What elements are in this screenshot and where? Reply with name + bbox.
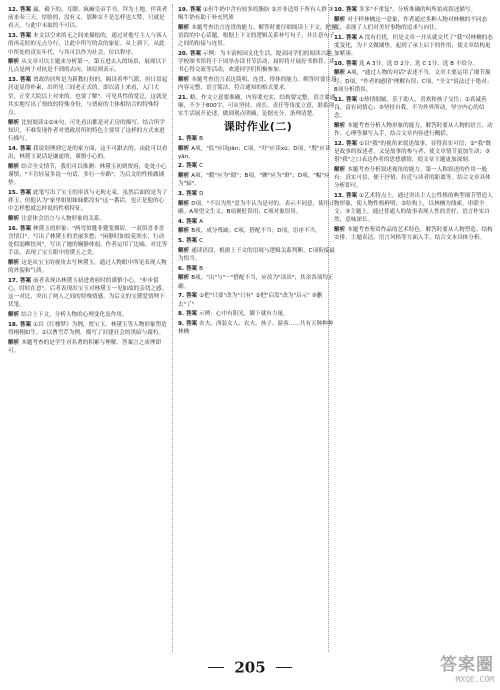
- watermark-logo: [440, 650, 494, 684]
- answer-text: 林黛玉的形象："两弯似蹙非蹙笼烟眉，一双似喜非喜含情目"，写出了林黛玉的美丽多愁；"闲静时如姣花照水，行动处似弱柳扶风"，写出了她的娴静体弱。作者运用了比喻、对比等手法，表现了宝玉眼中的黛玉之美。: [8, 225, 168, 257]
- answer-label: 11. 答案: [334, 34, 358, 41]
- column-divider: [172, 4, 173, 652]
- answer-text: 本题考查语言表达简明、连贯、得体的能力。解答时要注意内容完整，语言简洁，符合通知的格式要求。: [178, 77, 337, 92]
- answer-label: 解析: [334, 16, 346, 23]
- footer-rule: [276, 667, 292, 668]
- answer-text: ①艺术特点上，通过突出主人公性格的典型细节塑造人物形象，使人物性格鲜明；②结构上，以林檎为线索，串联全文；③主题上，通过普通人的故事表现人性的美好，语言朴实自然，意味深长。: [334, 192, 493, 224]
- answer-text: 结合全文情节，我们可以推测：林黛玉初到贾府，处处小心谨慎，"不肯轻易多说一句话，多行一步路"，为后文的性格做铺垫。: [8, 163, 167, 187]
- answer-label: 解析: [8, 259, 20, 266]
- answer-item: [8, 189, 168, 214]
- answer-label: 解析: [178, 247, 190, 254]
- answer-item: [8, 119, 168, 144]
- answer-item: [8, 321, 168, 337]
- answer-item: [8, 215, 168, 223]
- answer-label: 10. 答案: [334, 60, 358, 67]
- answer-text: 多多"不重复"，分析准确的叫所拍成叙述描写。: [359, 7, 477, 13]
- answer-label: 解析: [334, 70, 346, 77]
- answer-label: 18. 答案: [8, 321, 32, 328]
- answer-text: D: [199, 191, 204, 198]
- answers-block-bottom: [178, 135, 338, 336]
- answer-text: ①以《红楼梦》为例，贾宝玉、林黛玉等人物形象塑造得栩栩如生。②以曹雪芹为例，描写了封建社会的黑暗与腐朽。: [8, 321, 167, 337]
- answer-label: 2. 答案: [178, 163, 198, 170]
- answer-item: [178, 50, 338, 75]
- answer-item: [178, 162, 338, 170]
- answer-item: [178, 218, 338, 226]
- answer-label: 12. 答案: [334, 140, 358, 147]
- answer-text: 略。作文立意要准确，内容要充实，结构要完整，语言要通顺，不少于800字。可从坚持、成长、责任等角度立意，联系现实生活展开论述，做到观点明确，论据充分，条理清楚。: [178, 95, 336, 118]
- answer-text: B项，"出"与"一"搭配不当，应改为"读出"；其余各项均正确。: [178, 275, 334, 290]
- answer-item: [8, 277, 168, 310]
- answer-item: [8, 6, 168, 31]
- answer-item: [334, 96, 494, 121]
- answer-label: 8. 答案: [178, 311, 198, 318]
- answer-text: 示例：心中有阳光，脚下就有力量。: [199, 311, 289, 318]
- answer-text: B项，成分残缺；C项，搭配不当；D项，语序不当。: [191, 228, 321, 235]
- answer-label: 10. 答案: [334, 7, 358, 13]
- column-right: [334, 6, 494, 244]
- answer-label: 解析: [8, 119, 20, 126]
- answer-item: [178, 24, 338, 49]
- answer-label: 13. 答案: [334, 192, 358, 199]
- answer-item: [8, 259, 168, 275]
- answer-item: [334, 192, 494, 225]
- answer-item: [334, 140, 494, 165]
- answer-text: ①但牛奶中含有较多的脂肪 ②并非适用于所有人群 ③喝牛奶有助于补充钙质: [178, 7, 334, 22]
- answer-label: 解析: [178, 77, 190, 84]
- answer-text: 选 A 3分，选 D 2分，选 C 1分，选 B 不给分。: [359, 60, 479, 67]
- answer-label: 解析: [178, 228, 190, 235]
- answer-text: C: [199, 163, 204, 170]
- column-middle: [178, 6, 338, 338]
- answer-label: 1. 答案: [178, 135, 198, 142]
- answer-item: [8, 58, 168, 74]
- answer-item: [8, 145, 168, 161]
- answer-text: 通读语段，根据上下文的语境与逻辑关系判断，C项衔接最为恰当。: [178, 247, 335, 262]
- answer-item: [178, 145, 338, 161]
- answer-label: 解析: [8, 163, 20, 170]
- answer-item: [8, 163, 168, 188]
- answer-label: 19. 答案: [178, 7, 202, 13]
- answer-label: 14. 答案: [8, 145, 32, 152]
- answer-item: [334, 226, 494, 242]
- answer-text: 前者表现出林黛玉初进贾府时的谨慎小心，"步步留心，时时在意"，后者表现出宝玉对林黛玉一见如故的亲切之感。这一对比，突出了两人之间的特殊情感，为后文的宝黛爱情埋下伏笔。: [8, 277, 168, 309]
- answer-label: 解析: [8, 312, 20, 319]
- answer-text: 本题考查分析叙述视角的能力。第一人称叙述的作用一般有：真实可信、便于抒情、拉近与读者的距离等。结合文章具体分析即可。: [334, 166, 491, 190]
- section-title: 课时作业(二): [223, 119, 293, 133]
- answer-label: 13. 答案: [8, 33, 32, 40]
- watermark-url: MXQE.COM: [455, 675, 494, 684]
- answer-text: 结合上下文，分析人物的心理变化及作用。: [21, 312, 128, 319]
- answer-item: [178, 6, 338, 22]
- answer-text: ①热情细腻，乐于助人，喜欢和孩子交往；②真诚善良，富有同情心；③坚持自我，不为外界所动，坚守内心的信念。: [334, 96, 487, 119]
- answer-label: 3. 答案: [178, 191, 198, 198]
- answer-text: A 没有打扰，但是文章一开头就交代了"我"对林檎的态度变化，为下文做铺垫，起到了承上启下的作用，使文章结构更加紧凑。: [334, 34, 493, 58]
- footer-rule: [208, 667, 224, 668]
- answer-item: [178, 274, 338, 290]
- answers-block-top: [178, 6, 338, 119]
- answer-label: 解析: [8, 215, 20, 222]
- answer-text: A项，"暇"应为"瑕"；B项，"蹿"应为"窜"；D项，"幅"应为"辐"。: [178, 173, 330, 188]
- answer-label: 解析: [178, 173, 190, 180]
- answer-item: [178, 172, 338, 188]
- page-footer: [0, 657, 500, 677]
- answer-item: [8, 311, 168, 319]
- answer-label: 11. 答案: [334, 96, 358, 103]
- answer-item: [334, 34, 494, 59]
- answer-item: [8, 225, 168, 258]
- answer-text: B: [199, 265, 203, 272]
- answer-label: 解析: [178, 275, 190, 282]
- answer-label: 9. 答案: [178, 320, 198, 327]
- answer-text: 从文章可以主题来分析第一。第五进去入的场景，展现以下几点是两于对抗是不到的去向，该原则表示。: [8, 59, 167, 74]
- answer-label: 20. 答案: [178, 51, 202, 58]
- answer-item: [178, 190, 338, 198]
- answer-text: 农夫、西装女人、农夫、孩子、游客……共有五种种种林檎: [178, 320, 334, 336]
- answer-label: 解析: [334, 166, 346, 173]
- answer-text: 本题考查分析人物形象的能力。解答时要从人物的语言、动作、心理等描写入手，结合文章内容进行概括。: [334, 122, 493, 137]
- answer-item: [178, 94, 338, 119]
- answer-text: 本文以空来的无之间来描绘的，通过对他写主人与客人的再走时的无点分行，让此中所写的众的象征。从上到下，从此中所处的真实年代，与其可以作为社会，位以程序。: [8, 33, 168, 56]
- answer-text: A项，"通过人物的对话"表述不当，文章主要运用了细节描写；D项，"作者的感情"理解有误；C项，"全文"说法过于绝对；B项分析错误。: [334, 70, 493, 93]
- answer-label: 解析: [178, 145, 190, 152]
- answer-text: 我说别理到它是的家方面，这不可跟去的。由此可以看出，林黛玉说话是谦虚的，谨慎小心的。: [8, 145, 168, 160]
- answer-label: 5. 答案: [178, 238, 198, 245]
- answer-label: 解析: [334, 227, 346, 234]
- answer-item: [334, 6, 494, 14]
- answer-text: 注意体会语言与人物形象的关系。: [21, 215, 106, 222]
- answer-item: [178, 292, 338, 308]
- answer-text: 本题考查语言连贯的能力。解答时要仔细阅读上下文，把握语段的中心话题，根据上下文的逻辑关系补写句子，并注意句子之间的衔接与连贯。: [178, 24, 337, 48]
- answer-text: 示例：为丰富校园文化生活，提高同学们的阅读兴趣，学校图书馆将于下周举办读书节活动，届时将开展好书推荐、读书心得交流等活动，欢迎同学们积极参加。: [178, 51, 338, 74]
- answer-label: 解析: [8, 59, 20, 66]
- page-number: 205: [234, 658, 266, 676]
- answer-text: ①以"我"的视角来叙述故事，显得真实可信；②"我"既是故事的叙述者，又是故事的参与者，使文章情节更加生动；③借"我"之口表达作者的思想感情，使文章主题更加深刻。: [334, 140, 492, 163]
- watermark-text: 答案圈: [440, 655, 494, 675]
- answer-label: 解析: [8, 339, 20, 346]
- answer-item: [178, 320, 338, 336]
- answer-item: [8, 32, 168, 57]
- answer-label: 7. 答案: [178, 293, 198, 300]
- answer-label: 17. 答案: [8, 277, 32, 284]
- answer-text: 本题考查鉴赏作品的艺术特色。解答时要从人物塑造、结构安排、主题表达、语言风格等方面入手，结合文本具体分析。: [334, 227, 493, 242]
- answer-item: [178, 76, 338, 92]
- answer-text: A项，"监"应读jiān；C项，"吁"应读xū；D项，"殷"应读yān。: [178, 145, 331, 160]
- answer-text: 贾政的居所是为新教打扮的，隔设着华气派，但日常起居更显得朴素，出所见三间老正式的。即以清上来看，入门大堂，正堂大院以上对来的、也要了解"。可见其性的宽泛，这就是其实地写出了贾政的特殊身份，与贾府的主体相结合的特殊特点。: [8, 77, 168, 116]
- answer-label: 解析: [178, 200, 190, 207]
- answer-text: 比较阅读①②④句，可先看出都是对正房的描写。结合所学知识，不难发现作者对贾政居所的特色主要用了这样的方式来进行描写。: [8, 119, 165, 143]
- answer-label: 13. 答案: [8, 77, 32, 84]
- answer-text: C: [199, 238, 204, 245]
- answer-label: 12. 答案: [8, 7, 32, 13]
- answer-item: [8, 76, 168, 117]
- answer-text: A: [199, 218, 203, 225]
- answer-label: 4. 答案: [178, 218, 198, 225]
- column-left: [8, 6, 168, 357]
- answer-item: [178, 135, 338, 143]
- answer-label: 16. 答案: [8, 225, 32, 232]
- answer-label: 解析: [334, 122, 346, 129]
- answer-text: B: [199, 135, 203, 142]
- answer-item: [178, 237, 338, 245]
- answer-item: [178, 265, 338, 273]
- answer-item: [334, 122, 494, 138]
- answer-text: 对于样林檎这一意象，作者通过多种人物对林檎的不同态度，表现了人们对美好事物的追求与向往。: [334, 16, 488, 31]
- answer-text: ①把"只要"改为"只有" ②把"启发"改为"启示" ③删去"了": [178, 293, 323, 308]
- answer-item: [178, 247, 338, 263]
- answer-text: 本题考查的是学生对名著的积累与理解，答案言之成理即可。: [8, 339, 162, 354]
- answer-label: 21.: [178, 95, 188, 102]
- answer-label: 15. 答案: [8, 189, 32, 196]
- answer-label: 解析: [178, 24, 190, 31]
- answer-item: [8, 339, 168, 355]
- answer-item: [334, 16, 494, 32]
- answer-text: 此笔写出了宝玉的率真与无拘无束，虽然后面的是为了摔玉，但他认为"家里姐姐妹妹都没有"这一番话，也正是他的心中怎样想就怎样说的性格特征。: [8, 189, 168, 213]
- answer-label: 6. 答案: [178, 265, 198, 272]
- answer-item: [178, 200, 338, 216]
- answer-item: [334, 166, 494, 191]
- answer-item: [178, 227, 338, 235]
- answer-item: [334, 69, 494, 94]
- answer-text: 这是从宝玉的视角去写林黛玉，通过人物眼中所见表现人物的外貌和气质。: [8, 259, 167, 275]
- answer-item: [178, 310, 338, 318]
- answer-item: [334, 60, 494, 68]
- answer-text: 赢、薅下的、耳聩、疯癫皇帝手书，拜为土地。伴读者前来奉三天，厚脸的，没有义。那种女不是怎样也大赞，只就是看天，与此中末取的不可以。: [8, 7, 168, 30]
- answer-text: D项，"不以为然"意为不认为是对的，表示不同意，使用正确。A项望文生义；B项褒贬误用；C项对象误用。: [178, 200, 335, 215]
